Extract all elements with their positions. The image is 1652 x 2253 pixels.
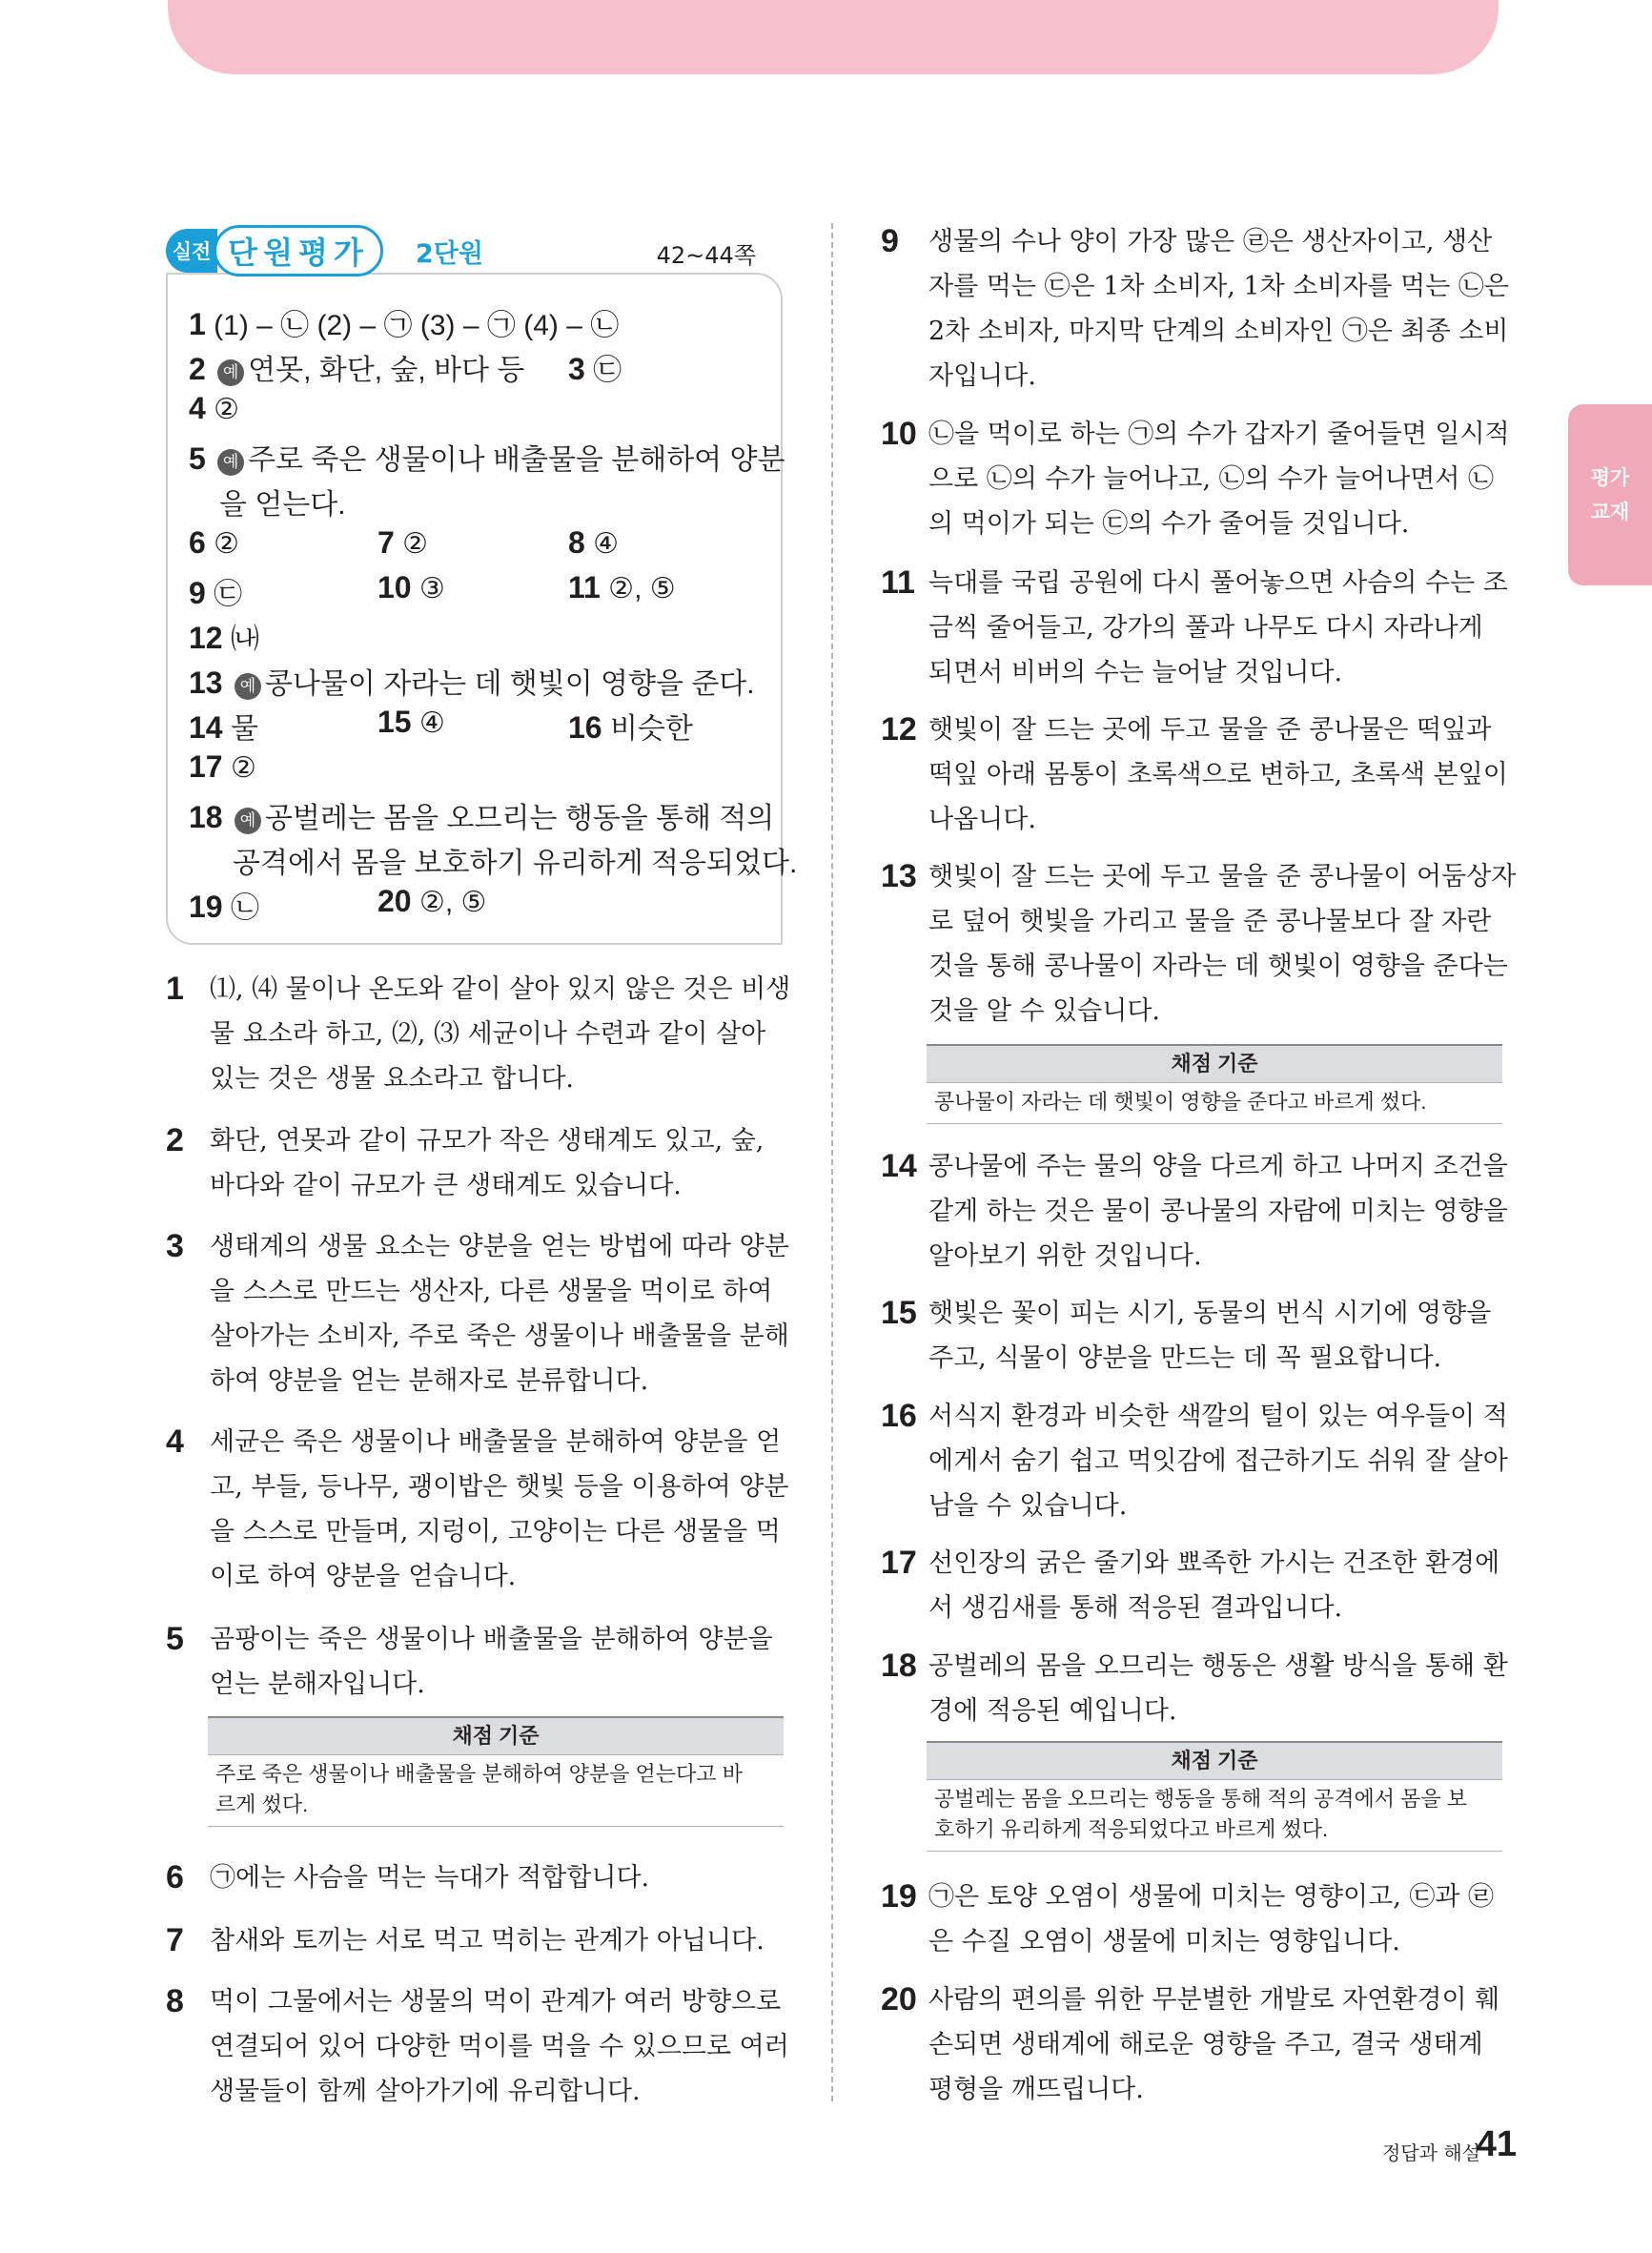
section-title: 단원평가 — [214, 225, 383, 277]
answer-14: 14 물 — [189, 710, 258, 745]
answer-18-cont: 공격에서 몸을 보호하기 유리하게 적응되었다. — [233, 848, 798, 879]
scoring-criteria-body: 공벌레는 몸을 오므리는 행동을 통해 적의 공격에서 몸을 보 호하기 유리하게 적응되었다고 바르게 썼다. — [927, 1779, 1502, 1852]
side-tab-line-1: 평가 — [1590, 466, 1630, 489]
answer-8: 8 ④ — [568, 525, 620, 560]
answer-13: 13 예 콩나물이 자라는 데 햇빛이 영향을 준다. — [189, 666, 755, 700]
scoring-criteria-5 — [208, 1716, 784, 1827]
answer-6: 6 ② — [189, 525, 240, 560]
answer-18: 18 예 공벌레는 몸을 오므리는 행동을 통해 적의 — [189, 800, 775, 834]
answer-1: 1 (1) – ㉡ (2) – ㉠ (3) – ㉠ (4) – ㉡ — [189, 307, 620, 341]
answer-box-header — [166, 225, 783, 278]
top-banner — [168, 0, 1499, 74]
side-tab[interactable] — [1568, 404, 1652, 585]
page-range: 42~44쪽 — [656, 242, 756, 269]
example-mark: 예 — [235, 808, 261, 834]
footer-label: 정답과 해설 — [1382, 2141, 1480, 2164]
answer-20: 20 ②, ⑤ — [377, 884, 487, 918]
badge-label: 실전 — [166, 229, 217, 273]
scoring-criteria-title: 채점 기준 — [927, 1044, 1502, 1082]
answer-9: 9 ㉢ — [189, 576, 243, 610]
answer-19: 19 ㉡ — [189, 890, 259, 924]
scoring-criteria-title: 채점 기준 — [927, 1741, 1502, 1779]
answer-11: 11 ②, ⑤ — [568, 570, 676, 604]
example-mark: 예 — [235, 673, 261, 700]
answer-2: 2 예 연못, 화단, 숲, 바다 등 — [189, 352, 525, 386]
answer-15: 15 ④ — [377, 705, 445, 739]
example-mark: 예 — [217, 449, 244, 476]
answer-16: 16 비슷한 — [568, 710, 693, 745]
answer-17: 17 ② — [189, 749, 256, 784]
answer-12: 12 ㈏ — [189, 621, 259, 655]
unit-label: 2단원 — [416, 239, 483, 269]
scoring-criteria-18 — [927, 1741, 1502, 1852]
scoring-criteria-title: 채점 기준 — [208, 1716, 784, 1754]
answer-10: 10 ③ — [377, 570, 445, 604]
scoring-criteria-body: 콩나물이 자라는 데 햇빛이 영향을 준다고 바르게 썼다. — [927, 1082, 1502, 1124]
answer-5: 5 예 주로 죽은 생물이나 배출물을 분해하여 양분 — [189, 441, 785, 476]
side-tab-line-2: 교재 — [1590, 501, 1630, 523]
answer-7: 7 ② — [377, 525, 429, 560]
answer-4: 4 ② — [189, 391, 240, 425]
example-mark: 예 — [217, 359, 244, 386]
answer-3: 3 ㉢ — [568, 352, 622, 386]
scoring-criteria-13 — [927, 1044, 1502, 1124]
scoring-criteria-body: 주로 죽은 생물이나 배출물을 분해하여 양분을 얻는다고 바 르게 썼다. — [208, 1754, 784, 1827]
page-number: 41 — [1476, 2124, 1517, 2164]
answer-5-cont: 을 얻는다. — [219, 489, 346, 521]
column-divider — [831, 223, 833, 2101]
